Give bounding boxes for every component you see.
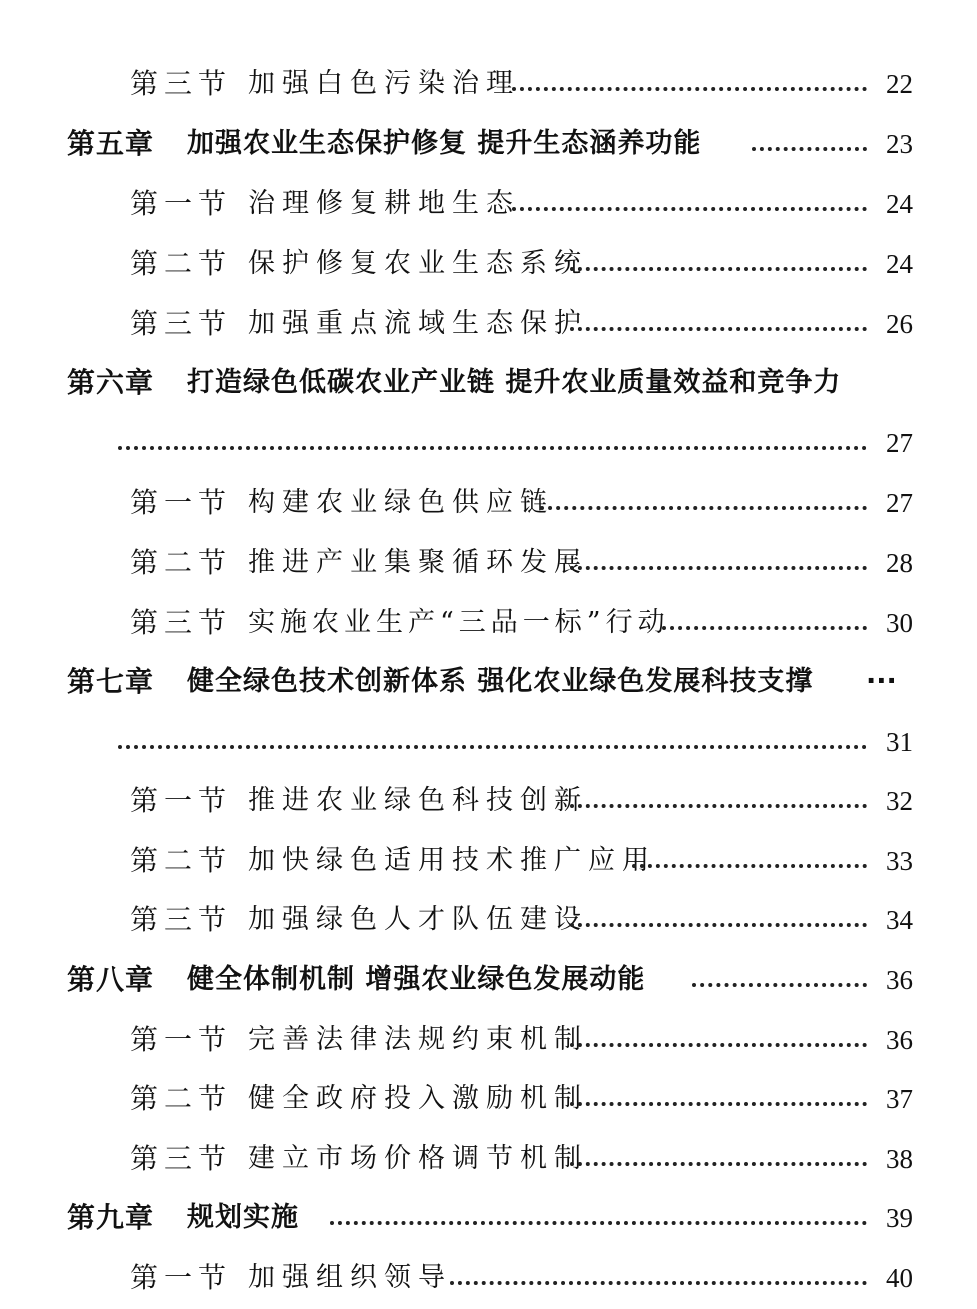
dot-leader <box>570 327 867 331</box>
toc-entry-section[interactable] <box>0 64 977 104</box>
toc-entry-section[interactable] <box>0 1139 977 1179</box>
toc-entry-section[interactable] <box>0 1020 977 1060</box>
toc-entry-section[interactable] <box>0 304 977 344</box>
dot-leader <box>570 1162 867 1166</box>
toc-entry-chapter[interactable] <box>0 1198 977 1238</box>
page-number: 22 <box>886 69 913 99</box>
section-number: 第三节 <box>130 307 233 340</box>
section-number: 第一节 <box>130 1261 233 1294</box>
section-title: 治理修复耕地生态 <box>248 188 520 219</box>
section-number: 第二节 <box>130 1082 233 1115</box>
section-title: 加强重点流域生态保护 <box>248 308 588 339</box>
chapter-number: 第七章 <box>67 665 155 698</box>
page-number: 23 <box>886 129 913 159</box>
section-title: 加快绿色适用技术推广应用 <box>248 845 656 876</box>
page-number: 27 <box>886 428 913 458</box>
section-number: 第三节 <box>130 606 233 639</box>
page-number: 33 <box>886 846 913 876</box>
section-number: 第二节 <box>130 247 233 280</box>
page-number: 36 <box>886 965 913 995</box>
toc-entry-continuation[interactable] <box>0 722 977 762</box>
dot-leader <box>540 506 867 510</box>
chapter-number: 第九章 <box>67 1201 155 1234</box>
dot-leader <box>570 804 867 808</box>
dot-leader <box>570 1043 867 1047</box>
section-number: 第一节 <box>130 187 233 220</box>
dot-leader <box>570 267 867 271</box>
section-title: 加强绿色人才队伍建设 <box>248 904 588 935</box>
section-title: 保护修复农业生态系统 <box>248 248 588 279</box>
toc-entry-section[interactable] <box>0 603 977 643</box>
page-number: 40 <box>886 1263 913 1293</box>
section-title: 实施农业生产“三品一标”行动 <box>248 607 670 638</box>
dot-leader <box>752 147 867 151</box>
section-number: 第三节 <box>130 903 233 936</box>
toc-entry-chapter[interactable] <box>0 363 977 403</box>
chapter-title: 健全体制机制 增强农业绿色发展动能 <box>187 964 646 995</box>
toc-entry-section[interactable] <box>0 543 977 583</box>
dot-leader <box>692 983 867 987</box>
dot-leader <box>450 1281 867 1285</box>
page-number: 36 <box>886 1025 913 1055</box>
dot-leader <box>632 864 867 868</box>
chapter-number: 第八章 <box>67 963 155 996</box>
dot-leader <box>118 446 867 450</box>
toc-entry-section[interactable] <box>0 1258 977 1298</box>
page-number: 38 <box>886 1144 913 1174</box>
section-title: 推进产业集聚循环发展 <box>248 547 588 578</box>
section-number: 第三节 <box>130 67 233 100</box>
toc-entry-section[interactable] <box>0 244 977 284</box>
toc-entry-section[interactable] <box>0 781 977 821</box>
chapter-title: 打造绿色低碳农业产业链 提升农业质量效益和竞争力 <box>187 367 842 398</box>
section-number: 第三节 <box>130 1142 233 1175</box>
toc-entry-section[interactable] <box>0 184 977 224</box>
section-number: 第二节 <box>130 546 233 579</box>
dot-leader <box>570 566 867 570</box>
toc-entry-chapter[interactable] <box>0 124 977 164</box>
toc-entry-section[interactable] <box>0 841 977 881</box>
toc-entry-section[interactable] <box>0 1079 977 1119</box>
page-number: 34 <box>886 905 913 935</box>
dot-leader <box>330 1221 867 1225</box>
toc-entry-section[interactable] <box>0 483 977 523</box>
chapter-title: 加强农业生态保护修复 提升生态涵养功能 <box>187 128 702 159</box>
section-title: 完善法律法规约束机制 <box>248 1024 588 1055</box>
page-number: 37 <box>886 1084 913 1114</box>
page-number: 27 <box>886 488 913 518</box>
section-title: 加强组织领导 <box>248 1262 452 1293</box>
page-number: 31 <box>886 727 913 757</box>
toc-entry-chapter[interactable] <box>0 960 977 1000</box>
chapter-number: 第五章 <box>67 127 155 160</box>
page-number: 24 <box>886 249 913 279</box>
dot-leader <box>118 745 867 749</box>
section-title: 加强白色污染治理 <box>248 68 520 99</box>
section-title: 推进农业绿色科技创新 <box>248 785 588 816</box>
dot-leader <box>662 626 867 630</box>
page-number: 26 <box>886 309 913 339</box>
section-number: 第二节 <box>130 844 233 877</box>
page-number: 39 <box>886 1203 913 1233</box>
page-number: 32 <box>886 786 913 816</box>
dot-leader <box>570 1102 867 1106</box>
section-number: 第一节 <box>130 784 233 817</box>
toc-entry-continuation[interactable] <box>0 423 977 463</box>
chapter-title: 规划实施 <box>187 1202 299 1233</box>
page-number: 30 <box>886 608 913 638</box>
chapter-title-ellipsis: ··· <box>866 666 897 697</box>
chapter-title: 健全绿色技术创新体系 强化农业绿色发展科技支撑 <box>187 666 814 697</box>
section-number: 第一节 <box>130 486 233 519</box>
toc-entry-chapter[interactable] <box>0 662 977 702</box>
page-number: 28 <box>886 548 913 578</box>
dot-leader <box>570 923 867 927</box>
dot-leader <box>512 207 867 211</box>
dot-leader <box>512 87 867 91</box>
section-number: 第一节 <box>130 1023 233 1056</box>
page-number: 24 <box>886 189 913 219</box>
section-title: 建立市场价格调节机制 <box>248 1143 588 1174</box>
section-title: 健全政府投入激励机制 <box>248 1083 588 1114</box>
toc-entry-section[interactable] <box>0 900 977 940</box>
chapter-number: 第六章 <box>67 366 155 399</box>
section-title: 构建农业绿色供应链 <box>248 487 554 518</box>
